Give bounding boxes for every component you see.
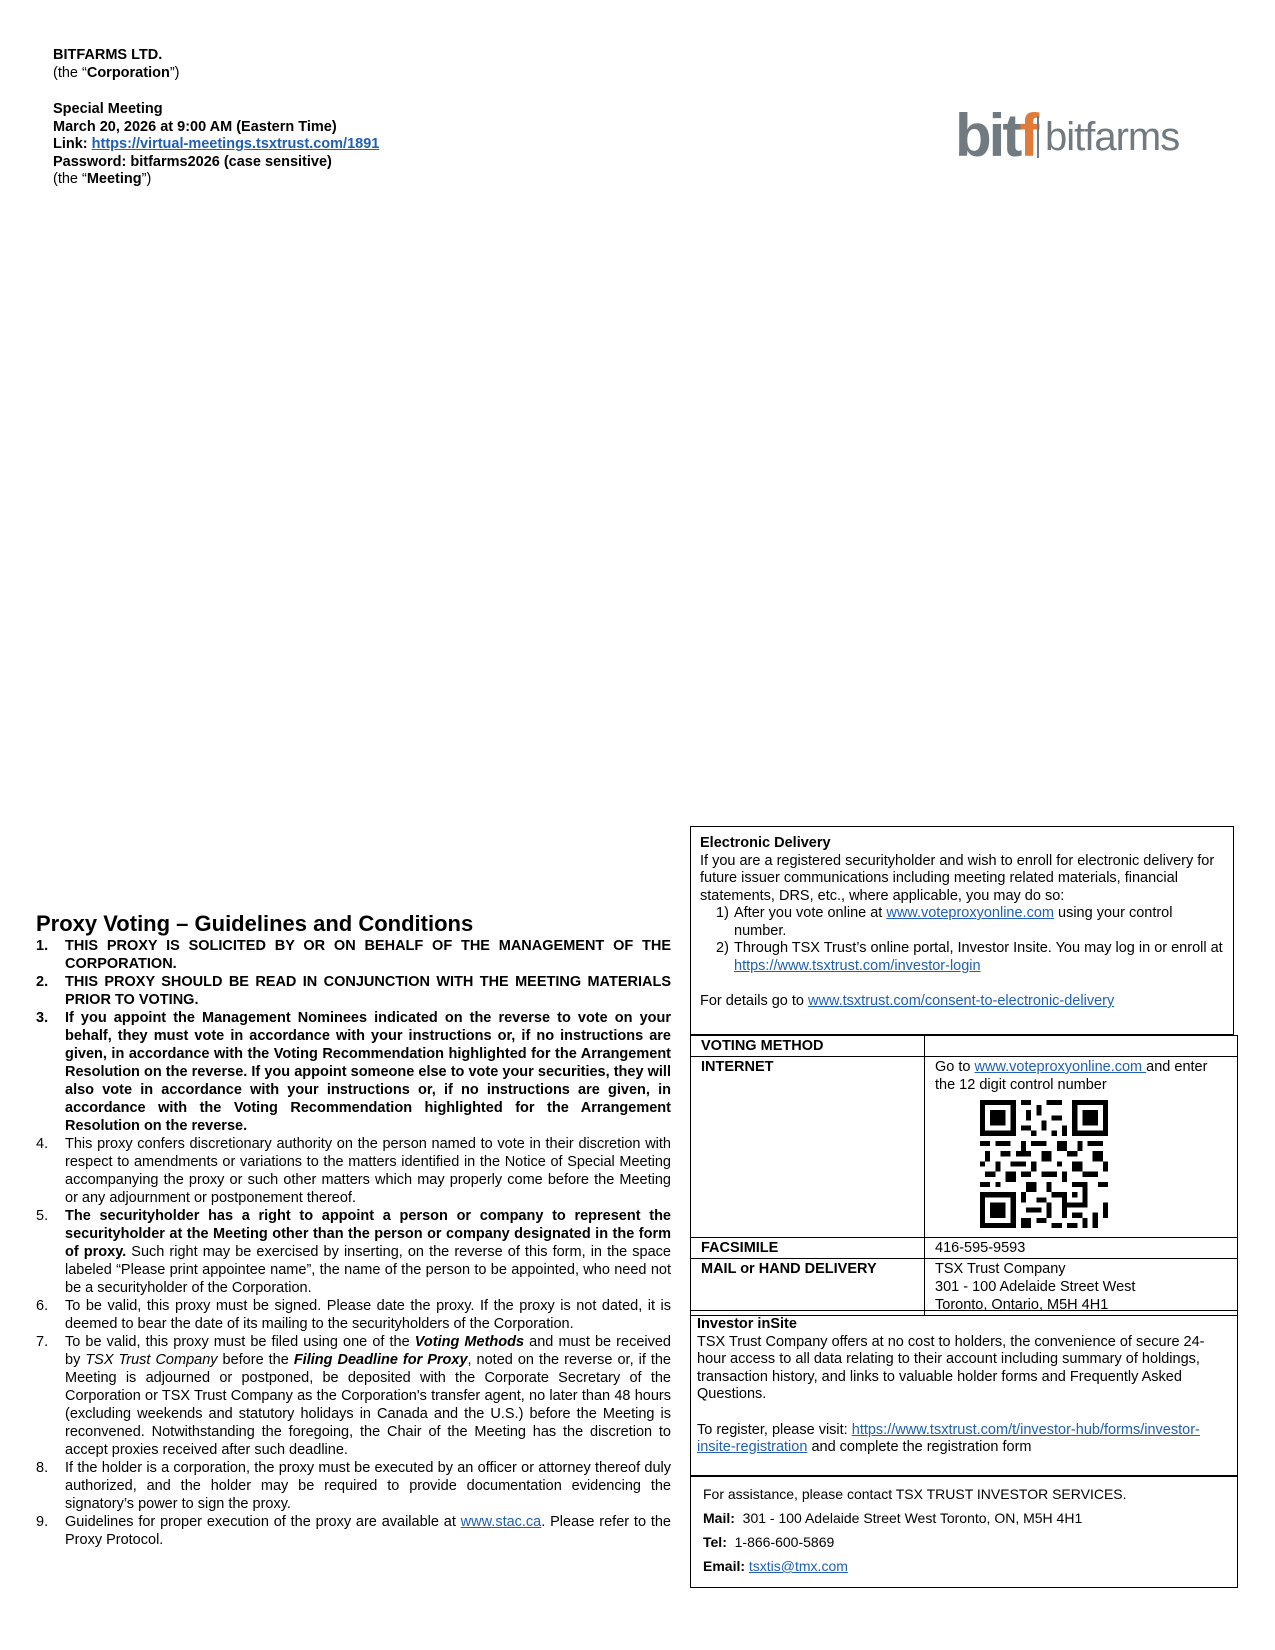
proxy-guidelines bbox=[36, 911, 671, 1549]
guidelines-list bbox=[36, 937, 671, 1549]
electronic-delivery-title: Electronic Delivery bbox=[700, 835, 831, 851]
assistance-email: Email: tsxtis@tmx.com bbox=[703, 1558, 848, 1574]
assistance-intro: For assistance, please contact TSX TRUST INVESTOR SERVICES. bbox=[703, 1486, 1127, 1502]
facsimile-label: FACSIMILE bbox=[691, 1238, 925, 1259]
mail-label: MAIL or HAND DELIVERY bbox=[691, 1259, 925, 1316]
meeting-link-line: Link: https://virtual-meetings.tsxtrust.com/1891 bbox=[53, 136, 380, 152]
guideline-item-9: 9. Guidelines for proper execution of the proxy are available at www.stac.ca. Please refer to the Proxy Protocol. bbox=[36, 1514, 671, 1548]
voting-header-empty bbox=[925, 1036, 1238, 1057]
electronic-delivery-step-2: 2) Through TSX Trust’s online portal, Investor Insite. You may log in or enroll at https://www.tsxtrust.com/investor-login bbox=[716, 940, 1223, 974]
guidelines-title: Proxy Voting – Guidelines and Conditions bbox=[36, 911, 474, 936]
meeting-link[interactable]: https://virtual-meetings.tsxtrust.com/1891 bbox=[91, 136, 380, 152]
mail-value: TSX Trust Company 301 - 100 Adelaide Street West Toronto, Ontario, M5H 4H1 bbox=[925, 1259, 1238, 1316]
consent-delivery-link[interactable]: www.tsxtrust.com/consent-to-electronic-delivery bbox=[808, 993, 1115, 1009]
stac-link[interactable]: www.stac.ca bbox=[460, 1514, 542, 1530]
company-name: BITFARMS LTD. bbox=[53, 47, 163, 63]
facsimile-value: 416-595-9593 bbox=[925, 1238, 1238, 1259]
guideline-item-3: 3. If you appoint the Management Nominees indicated on the reverse to vote on your behalf, they must vote in accordance with your instructions or, if no instructions are given, in accordance with the Voting Recommendation highlighted for the Arrangement Resolution on the reverse. If you appoint someone else to vote your securities, they will also vote in accordance with your instructions or, if no instructions are given, in accordance with the Voting Recommendation highlighted for the Arrangement Resolution on the reverse. bbox=[36, 1010, 671, 1134]
voting-method-table bbox=[690, 1035, 1238, 1316]
meeting-password: Password: bitfarms2026 (case sensitive) bbox=[53, 153, 332, 170]
logo-divider bbox=[1037, 116, 1039, 158]
assistance-mail: Mail: 301 - 100 Adelaide Street West Toronto, ON, M5H 4H1 bbox=[703, 1510, 1083, 1526]
guideline-item-6: 6. To be valid, this proxy must be signed. Please date the proxy. If the proxy is not dated, it is deemed to bear the date of its mailing to the securityholders of the Corporation. bbox=[36, 1298, 671, 1332]
investor-insite-title: Investor inSite bbox=[697, 1316, 797, 1332]
internet-label: INTERNET bbox=[691, 1057, 925, 1238]
assistance-email-link[interactable]: tsxtis@tmx.com bbox=[748, 1558, 848, 1574]
electronic-delivery-intro: If you are a registered securityholder and wish to enroll for electronic delivery for future issuer communications including meeting related materials, financial statements, DRS, etc., where applicable, you may do so: bbox=[700, 852, 1215, 904]
insite-registration-link[interactable]: https://www.tsxtrust.com/t/investor-hub/forms/investor-insite-registration bbox=[697, 1421, 1200, 1455]
guideline-item-5: 5. The securityholder has a right to appoint a person or company to represent the securityholder at the Meeting other than the person or company designated in the form of proxy. Such right may be exercised by inserting, on the reverse of this form, in the space labeled “Please print appointee name”, the name of the person to be appointed, who need not be a securityholder of the Corporation. bbox=[36, 1208, 671, 1296]
guideline-item-7: 7. To be valid, this proxy must be filed using one of the Voting Methods and must be received by TSX Trust Company before the Filing Deadline for Proxy, noted on the reverse or, if the Meeting is adjourned or postponed, be deposited with the Corporate Secretary of the Corporation or TSX Trust Company as the Corporation's transfer agent, no later than 48 hours (excluding weekends and statutory holidays in Canada and the U.S.) before the Meeting is reconvened. Notwithstanding the foregoing, the Chair of the Meeting has the discretion to accept proxies received after such deadline. bbox=[36, 1334, 671, 1458]
voting-method-header: VOTING METHOD bbox=[691, 1036, 925, 1057]
meeting-definition: (the “Meeting”) bbox=[53, 171, 152, 187]
bitf-logo-mark: bitf bbox=[955, 102, 1037, 169]
qr-code-icon[interactable] bbox=[980, 1100, 1108, 1228]
assistance-tel: Tel: 1-866-600-5869 bbox=[703, 1534, 835, 1550]
mail-row bbox=[691, 1259, 1238, 1316]
voteproxyonline-link[interactable]: www.voteproxyonline.com bbox=[886, 905, 1054, 921]
investor-insite-register: To register, please visit: https://www.tsxtrust.com/t/investor-hub/forms/investor-insite-registration and complete the registration form bbox=[697, 1421, 1200, 1455]
meeting-header bbox=[53, 47, 553, 189]
electronic-delivery-steps bbox=[716, 905, 1224, 975]
guideline-item-8: 8. If the holder is a corporation, the proxy must be executed by an officer or attorney thereof duly authorized, and the holder may be required to provide documentation evidencing the signatory’s power to sign the proxy. bbox=[36, 1460, 671, 1512]
bitfarms-logo bbox=[955, 102, 1180, 169]
facsimile-row bbox=[691, 1238, 1238, 1259]
internet-value: Go to www.voteproxyonline.com and enter the 12 digit control number bbox=[925, 1057, 1238, 1238]
bitfarms-wordmark: bitfarms bbox=[1045, 115, 1180, 159]
meeting-type: Special Meeting bbox=[53, 101, 163, 117]
guideline-item-4: 4. This proxy confers discretionary authority on the person named to vote in their discretion with respect to amendments or variations to the matters identified in the Notice of Special Meeting accompanying the proxy or such other matters which may properly come before the Meeting or any adjournment or postponement thereof. bbox=[36, 1136, 671, 1206]
meeting-datetime: March 20, 2026 at 9:00 AM (Eastern Time) bbox=[53, 118, 337, 135]
electronic-delivery-box bbox=[690, 826, 1234, 1035]
internet-vote-link[interactable]: www.voteproxyonline.com bbox=[974, 1059, 1147, 1075]
assistance-box bbox=[690, 1476, 1238, 1588]
guideline-item-1: 1. THIS PROXY IS SOLICITED BY OR ON BEHALF OF THE MANAGEMENT OF THE CORPORATION. bbox=[36, 938, 671, 972]
guideline-item-2: 2. THIS PROXY SHOULD BE READ IN CONJUNCTION WITH THE MEETING MATERIALS PRIOR TO VOTING. bbox=[36, 974, 671, 1008]
electronic-delivery-details: For details go to www.tsxtrust.com/consent-to-electronic-delivery bbox=[700, 993, 1115, 1009]
investor-login-link[interactable]: https://www.tsxtrust.com/investor-login bbox=[734, 957, 981, 974]
corporation-definition: (the “Corporation”) bbox=[53, 64, 180, 81]
voting-header-row bbox=[691, 1036, 1238, 1057]
internet-row bbox=[691, 1057, 1238, 1238]
electronic-delivery-step-1: 1) After you vote online at www.voteproxyonline.com using your control number. bbox=[716, 905, 1173, 939]
investor-insite-body: TSX Trust Company offers at no cost to holders, the convenience of secure 24-hour access to all data relating to their account including summary of holdings, transaction history, and links to valuable holder forms and Frequently Asked Questions. bbox=[697, 1333, 1205, 1402]
investor-insite-box bbox=[690, 1310, 1238, 1476]
